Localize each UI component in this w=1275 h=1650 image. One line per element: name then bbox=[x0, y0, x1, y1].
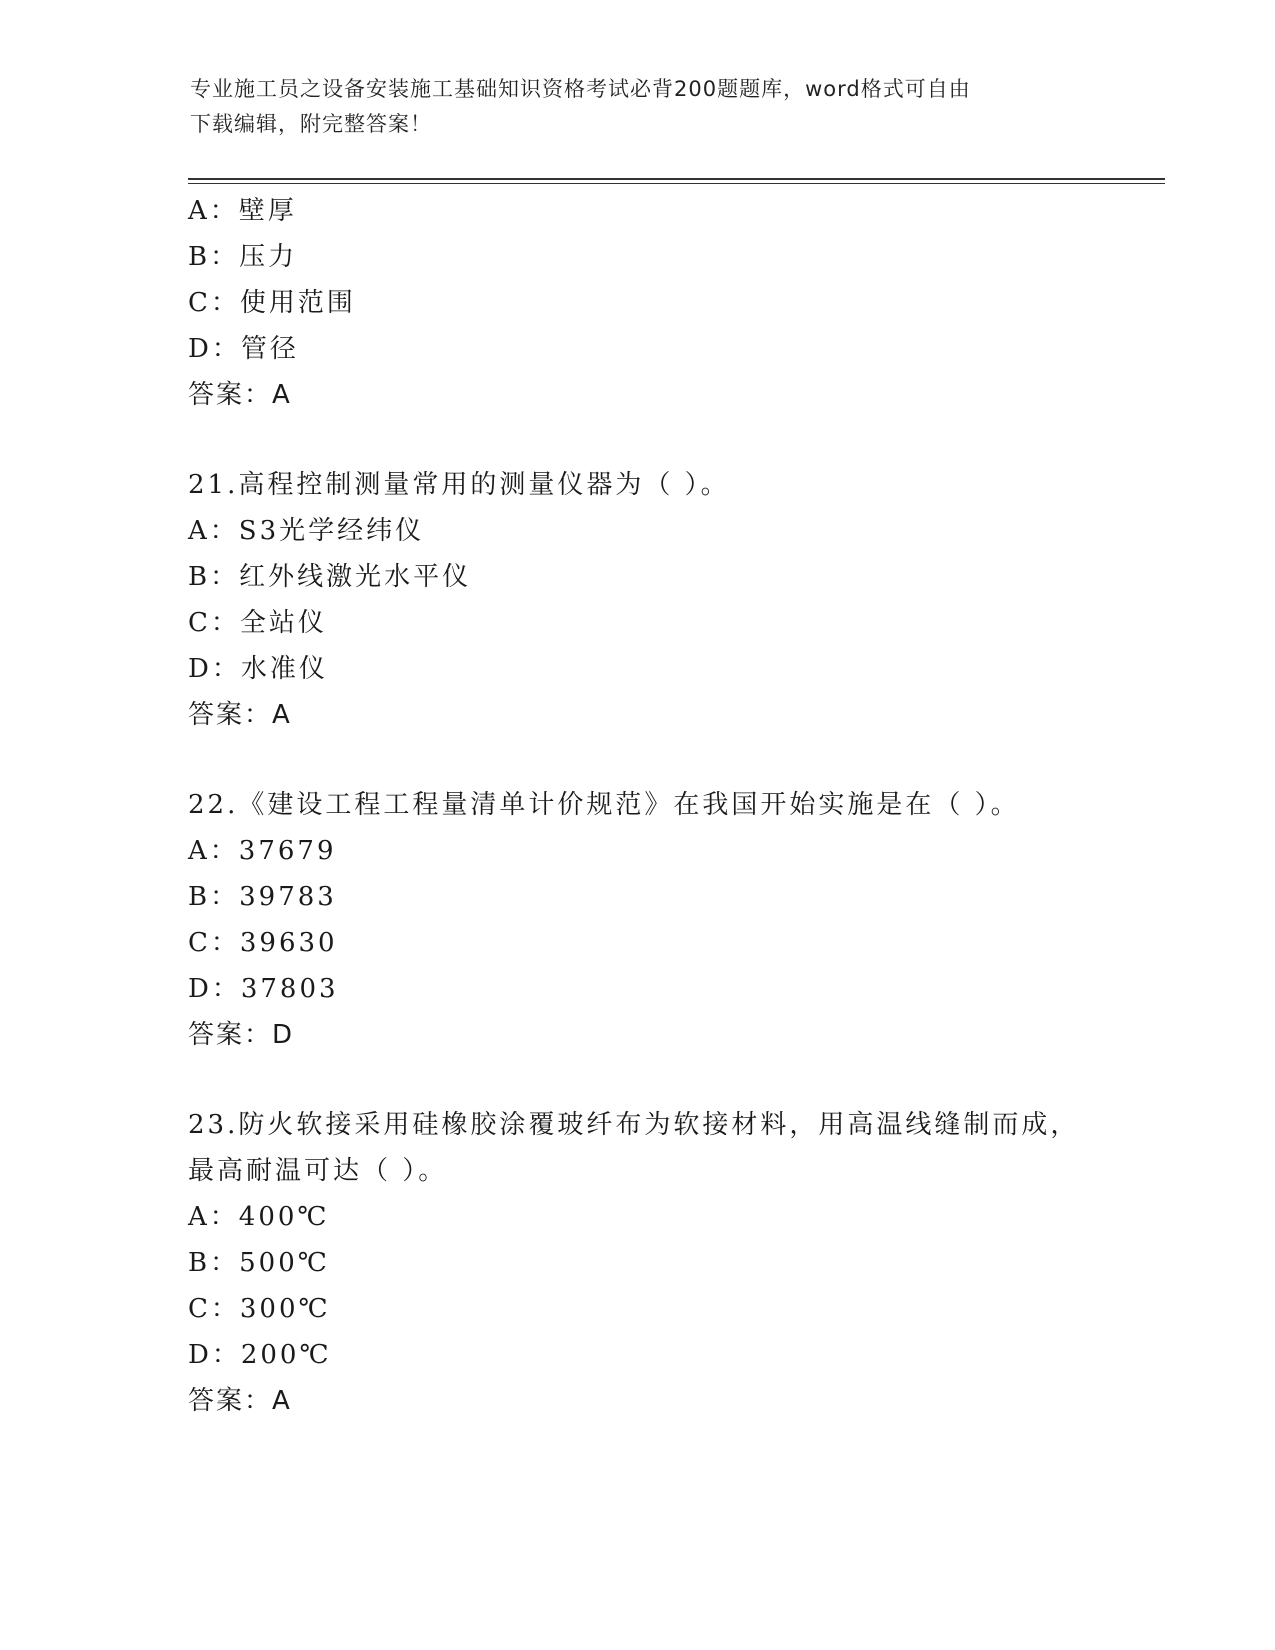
option-a: A：壁厚 bbox=[188, 196, 297, 226]
question-text-line-2: 最高耐温可达（ ）。 bbox=[188, 1156, 448, 1186]
option-c: C：全站仪 bbox=[188, 608, 327, 638]
question-list bbox=[188, 188, 1168, 1424]
option-a: A：S3光学经纬仪 bbox=[188, 516, 425, 546]
question-text: 22.《建设工程工程量清单计价规范》在我国开始实施是在（ ）。 bbox=[188, 790, 1020, 820]
option-d: D：水准仪 bbox=[188, 654, 328, 684]
option-c: C：39630 bbox=[188, 928, 338, 958]
question-block-23 bbox=[188, 1102, 1168, 1424]
question-block-21 bbox=[188, 462, 1168, 738]
header-rule-thin bbox=[188, 183, 1165, 184]
question-text: 21.高程控制测量常用的测量仪器为（ ）。 bbox=[188, 470, 730, 500]
answer-line: 答案：A bbox=[188, 380, 292, 410]
option-a: A：37679 bbox=[188, 836, 337, 866]
header-line-1: 专业施工员之设备安装施工基础知识资格考试必背200题题库，word格式可自由 bbox=[190, 77, 971, 101]
option-d: D：管径 bbox=[188, 334, 299, 364]
option-c: C：使用范围 bbox=[188, 288, 356, 318]
question-text-line-1: 23.防火软接采用硅橡胶涂覆玻纤布为软接材料，用高温线缝制而成， bbox=[188, 1110, 1080, 1140]
option-c: C：300℃ bbox=[188, 1294, 331, 1324]
question-block-22 bbox=[188, 782, 1168, 1058]
option-b: B：红外线激光水平仪 bbox=[188, 562, 472, 592]
option-b: B：500℃ bbox=[188, 1248, 330, 1278]
option-b: B：压力 bbox=[188, 242, 298, 272]
option-d: D：200℃ bbox=[188, 1340, 332, 1370]
option-a: A：400℃ bbox=[188, 1202, 330, 1232]
option-d: D：37803 bbox=[188, 974, 339, 1004]
header-rule-thick bbox=[188, 178, 1165, 180]
header-line-2: 下载编辑，附完整答案！ bbox=[190, 112, 432, 136]
question-block-20 bbox=[188, 188, 1168, 418]
option-b: B：39783 bbox=[188, 882, 337, 912]
answer-line: 答案：A bbox=[188, 700, 292, 730]
answer-line: 答案：D bbox=[188, 1020, 295, 1050]
answer-line: 答案：A bbox=[188, 1386, 292, 1416]
document-header bbox=[190, 72, 1090, 142]
